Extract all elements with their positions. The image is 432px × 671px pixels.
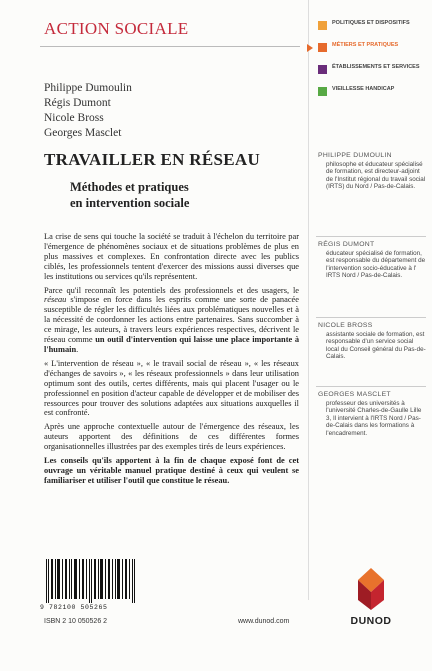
bio-name: PHILIPPE DUMOULIN (318, 152, 392, 159)
bio-divider (316, 386, 426, 387)
legend-label: ÉTABLISSEMENTS ET SERVICES (332, 64, 420, 70)
paragraph: Après une approche contextuelle autour de l'émergence des réseaux, les auteurs apportent des définitions de ces différentes formes organisationnelles illustrées par des exemples tirés de leurs expériences. (44, 422, 299, 452)
bio-text: éducateur spécialisé de formation, est responsable du département de l'intervention socio-éducative à l' IRTS Nord / Pas-de-Calais. (326, 250, 426, 280)
legend-label: POLITIQUES ET DISPOSITIFS (332, 20, 410, 26)
book-title: TRAVAILLER EN RÉSEAU (44, 150, 261, 169)
purple-square-icon (318, 65, 327, 74)
green-square-icon (318, 87, 327, 96)
author-bio (318, 152, 426, 191)
bio-name: RÉGIS DUMONT (318, 241, 375, 248)
bio-text: philosophe et éducateur spécialisé de formation, est directeur-adjoint de l'Institut régional du travail social (IRTS) du Nord / Pas-de-Calais. (326, 161, 426, 191)
legend-item-vieillesse (316, 84, 426, 104)
author-bio (318, 391, 426, 437)
bio-divider (316, 317, 426, 318)
bio-name: NICOLE BROSS (318, 322, 373, 329)
barcode-number: 9 782100 505265 (40, 604, 108, 611)
publisher-website: www.dunod.com (238, 618, 290, 625)
paragraph: Les conseils qu'ils apportent à la fin de chaque exposé font de cet ouvrage un véritable manuel pratique destiné à ceux qui veulent se familiariser et utiliser l'outil que constitue le réseau. (44, 456, 299, 485)
legend-item-metiers (316, 40, 426, 60)
bio-text: professeur des universités à l'université Charles-de-Gaulle Lille 3, Il intervient à l'IRTS Nord / Pas-de-Calais dans les formations à l'encadrement. (326, 400, 422, 437)
paragraph: Parce qu'il reconnaît les potentiels des professionnels et des usagers, le réseau s'impose en force dans les esprits comme une sorte de panacée susceptible de régler les difficultés liées aux problématiques nouvelles et à la nécessité de coordonner les actions entre partenaires. Sans succomber à ce mirage, les auteurs, à travers leurs expériences respectives, décrivent le réseau comme un outil d'intervention qui laisse une place importante à l'humain. (44, 285, 300, 354)
dunod-logo-icon (350, 566, 392, 610)
legend-label: MÉTIERS ET PRATIQUES (332, 42, 399, 48)
author-name: Georges Masclet (44, 127, 122, 139)
bio-name: GEORGES MASCLET (318, 391, 391, 398)
orange-square-icon (318, 21, 327, 30)
isbn: ISBN 2 10 050526 2 (44, 618, 108, 625)
author-bio (318, 241, 426, 280)
subtitle-line: Méthodes et pratiques (70, 180, 189, 194)
header-rule (40, 46, 300, 47)
book-subtitle (70, 179, 300, 211)
barcode (44, 559, 140, 603)
author-name: Régis Dumont (44, 97, 111, 109)
paragraph: La crise de sens qui touche la société se traduit à l'échelon du territoire par l'émergence de phénomènes sociaux et de situations problèmes de plus en plus massives et complexes. En confrontation directe avec les publics ciblés, les professionnels tentent d'exercer des missions aussi diverses que les institutions ou services qu'ils représentent. (44, 232, 299, 281)
red-orange-square-icon (318, 43, 327, 52)
subtitle-line: en intervention sociale (70, 196, 190, 210)
dunod-logo (350, 566, 392, 627)
column-divider (308, 0, 309, 600)
paragraph: « L'intervention de réseau », « le travail social de réseau », « les réseaux d'échanges de savoirs », « les réseaux professionnels » dans leur utilisation optimum sont des outils, certes différents, mais qui placent l'usager ou le professionnel en position d'acteur capable de développer et de mobiliser des ressources pour trouver des solutions adaptées aux situations auxquelles il est confronté. (44, 358, 299, 418)
legend-item-etablissements (316, 62, 426, 82)
back-cover-text (44, 232, 299, 490)
legend-item-politiques (316, 18, 426, 38)
publisher-name: DUNOD (350, 615, 392, 627)
bio-divider (316, 236, 426, 237)
author-name: Nicole Bross (44, 112, 104, 124)
series-title: ACTION SOCIALE (44, 19, 189, 38)
selected-arrow-icon (307, 44, 313, 52)
author-list (44, 81, 132, 141)
collection-legend (316, 18, 426, 106)
legend-label: VIEILLESSE HANDICAP (332, 86, 395, 92)
bio-text: assistante sociale de formation, est responsable d'un service social local du Conseil général du Pas-de-Calais. (326, 331, 426, 361)
author-name: Philippe Dumoulin (44, 82, 132, 94)
author-bio (318, 322, 426, 361)
